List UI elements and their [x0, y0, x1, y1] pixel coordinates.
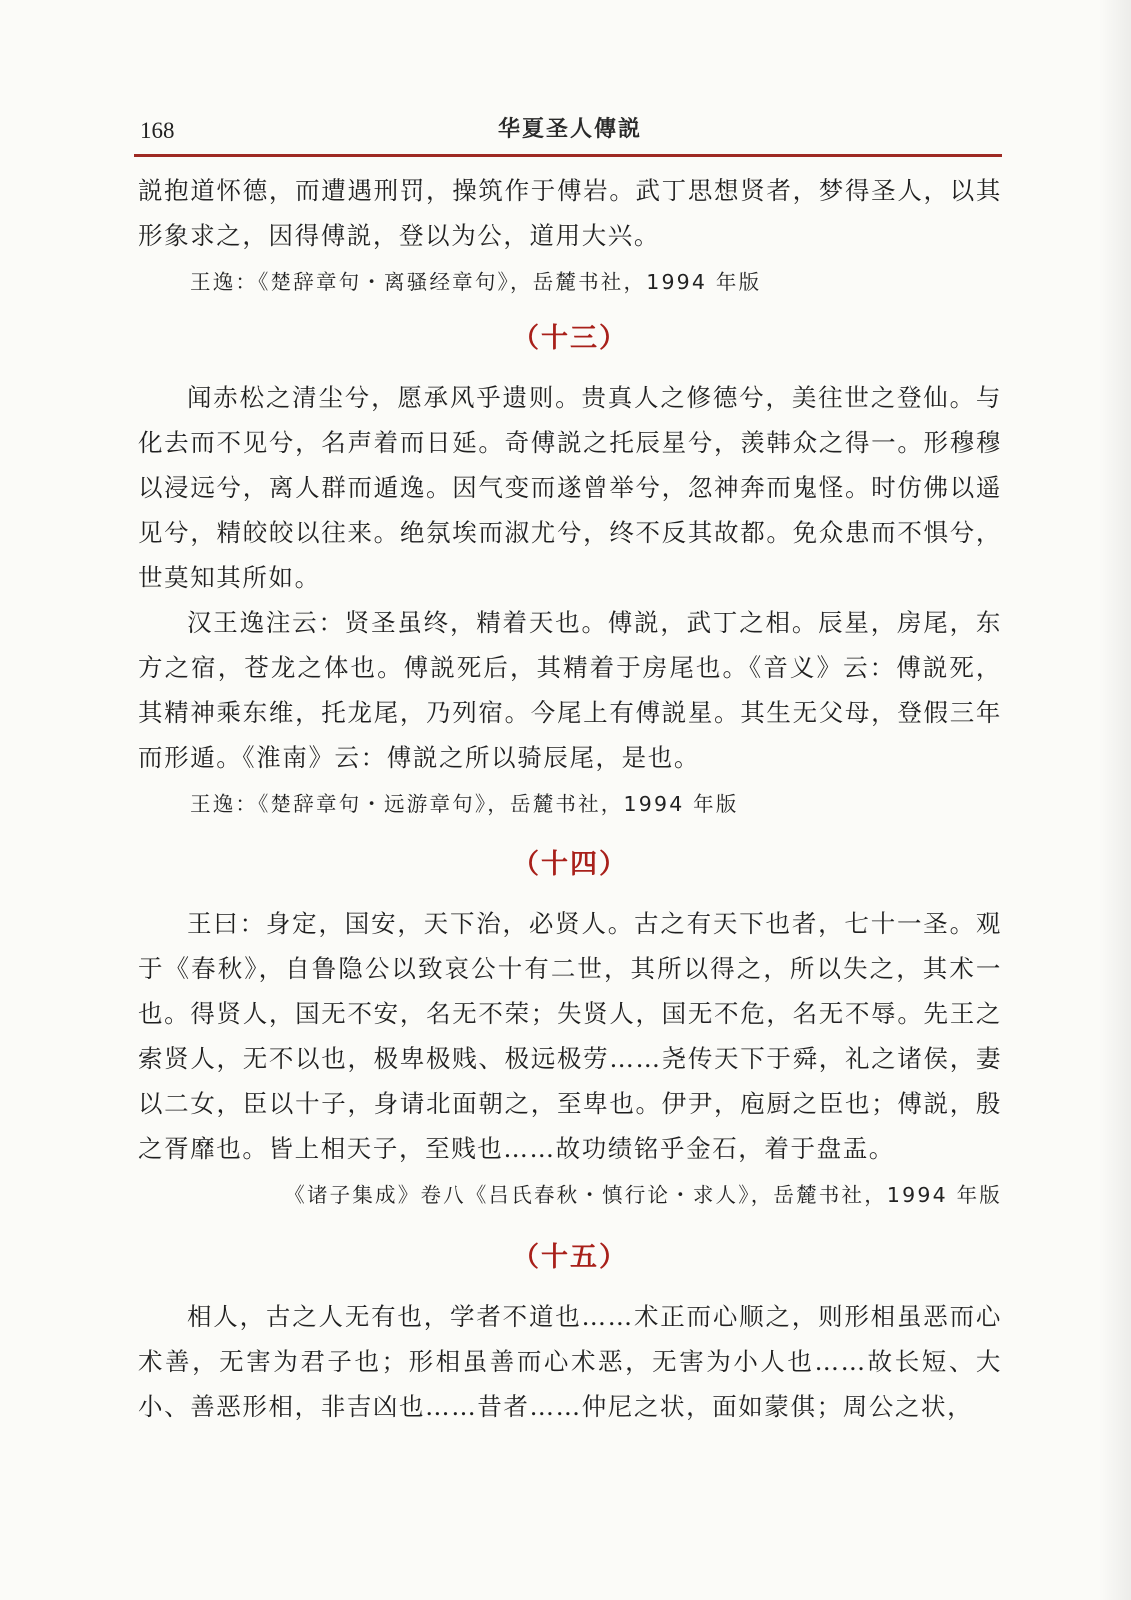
section-14-title: （十四）: [512, 849, 628, 880]
section-15-paragraph-1: 相人，古之人无有也，学者不道也……术正而心顺之，则形相虽恶而心术善，无害为君子也；形相虽善而心术恶，无害为小人也……故长短、大小、善恶形相，非吉凶也……昔者……仲尼之状，面如蒙倛；周公之状，: [138, 1302, 1002, 1421]
section-13-paragraph-2: 汉王逸注云：贤圣虽终，精着天也。傅説，武丁之相。辰星，房尾，东方之宿，苍龙之体也。傅説死后，其精着于房尾也。《音义》云：傅説死，其精神乘东维，托龙尾，乃列宿。今尾上有傅説星。其生无父母，登假三年而形遁。《淮南》云：傅説之所以骑辰尾，是也。: [138, 608, 1002, 772]
page-body: [138, 168, 1002, 1429]
section-15-title: （十五）: [512, 1242, 628, 1273]
section-13-paragraph-1: 闻赤松之清尘兮，愿承风乎遗则。贵真人之修德兮，美往世之登仙。与化去而不见兮，名声着而日延。奇傅説之托辰星兮，羡韩众之得一。形穆穆以浸远兮，离人群而遁逸。因气变而遂曾举兮，忽神奔而鬼怪。时仿佛以遥见兮，精皎皎以往来。绝氛埃而淑尤兮，终不反其故都。免众患而不惧兮，世莫知其所如。: [138, 383, 1002, 592]
intro-paragraph: 説抱道怀德，而遭遇刑罚，操筑作于傅岩。武丁思想贤者，梦得圣人，以其形象求之，因得傅説，登以为公，道用大兴。: [138, 176, 1002, 250]
page-number: 168: [140, 118, 175, 143]
intro-source-citation: 王逸：《楚辞章句・离骚经章句》，岳麓书社，1994 年版: [190, 270, 762, 294]
section-14-paragraph-1: 王曰：身定，国安，天下治，必贤人。古之有天下也者，七十一圣。观于《春秋》，自鲁隐公以致哀公十有二世，其所以得之，所以失之，其术一也。得贤人，国无不安，名无不荣；失贤人，国无不危，名无不辱。先王之索贤人，无不以也，极卑极贱、极远极劳……尧传天下于舜，礼之诸侯，妻以二女，臣以十子，身请北面朝之，至卑也。伊尹，庖厨之臣也；傅説，殷之胥靡也。皆上相天子，至贱也……故功绩铭乎金石，着于盘盂。: [138, 909, 1002, 1163]
section-13-source-citation: 王逸：《楚辞章句・远游章句》，岳麓书社，1994 年版: [190, 792, 739, 816]
page-header: [138, 112, 1002, 152]
header-rule: [134, 154, 1002, 157]
section-13-title: （十三）: [512, 323, 628, 354]
section-14-source-citation: 《诸子集成》卷八《吕氏春秋・慎行论・求人》，岳麓书社，1994 年版: [284, 1183, 1002, 1207]
running-title: 华夏圣人傳説: [497, 117, 642, 142]
page-edge-shadow: [1099, 0, 1131, 1600]
